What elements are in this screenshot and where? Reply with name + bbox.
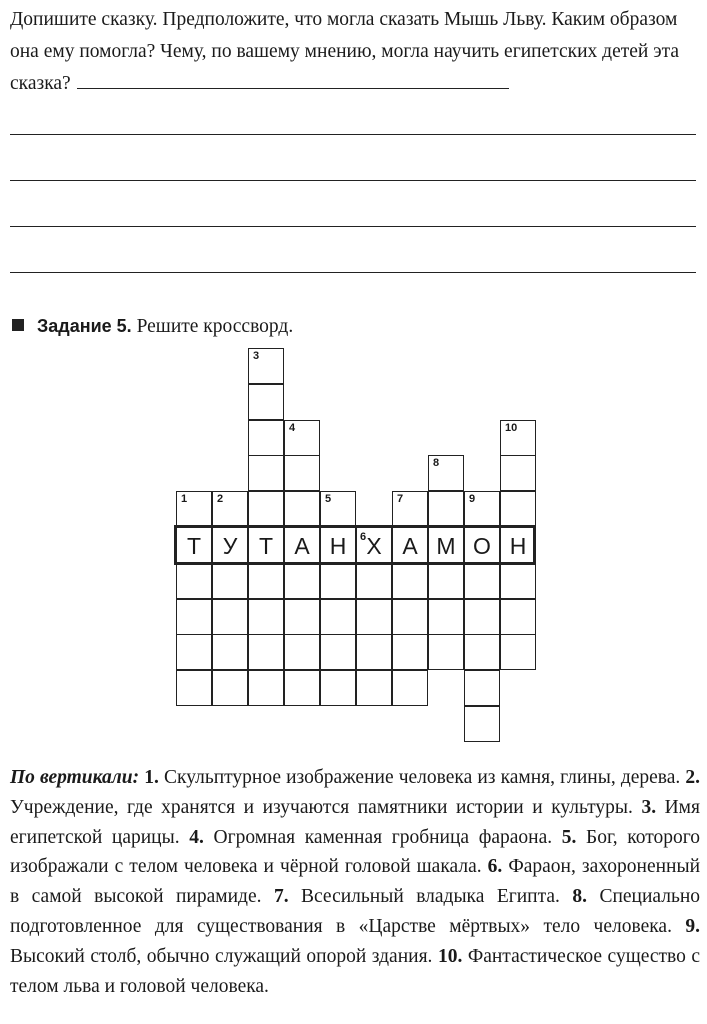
crossword-cell[interactable]	[428, 563, 464, 599]
answer-letter: Х	[366, 533, 382, 559]
crossword-cell[interactable]	[356, 599, 392, 635]
answer-letter: А	[294, 533, 310, 559]
crossword-cell[interactable]	[248, 670, 284, 706]
crossword-cell[interactable]	[176, 599, 212, 635]
crossword-cell[interactable]	[500, 455, 536, 491]
crossword-cell[interactable]	[320, 670, 356, 706]
clue-text: Имя египетской царицы.	[10, 796, 700, 848]
answer-cell[interactable]	[176, 527, 212, 563]
clue-number: 1	[181, 493, 188, 505]
crossword-cell[interactable]	[500, 491, 536, 527]
crossword-cell[interactable]	[284, 420, 320, 456]
answer-letter: М	[436, 533, 456, 559]
clue-text: Учреждение, где хранятся и изучаются памятники истории и культуры.	[10, 796, 633, 818]
clue-number: 3	[253, 350, 260, 362]
crossword-cell[interactable]	[464, 706, 500, 742]
crossword-cell[interactable]	[428, 455, 464, 491]
crossword-cell[interactable]	[320, 599, 356, 635]
bullet-square-icon	[12, 319, 24, 331]
clues-section	[10, 763, 700, 1001]
answer-cell[interactable]	[284, 527, 320, 563]
answer-letter: О	[473, 533, 491, 559]
crossword-cell[interactable]	[464, 634, 500, 670]
crossword-cell[interactable]	[356, 670, 392, 706]
clue-text: Огромная каменная гробница фараона.	[213, 826, 553, 848]
answer-letter: Т	[186, 533, 202, 559]
crossword-cell[interactable]	[320, 634, 356, 670]
answer-letter: Н	[509, 533, 527, 559]
clue-text: Высокий столб, обычно служащий опорой здания.	[10, 945, 433, 967]
answer-line[interactable]	[10, 226, 696, 227]
crossword-cell[interactable]	[464, 491, 500, 527]
crossword-cell[interactable]	[356, 563, 392, 599]
clue-text: Бог, которого изображали с телом человека и чёрной головой шакала.	[10, 826, 701, 878]
clue-number: 7	[397, 493, 404, 505]
crossword-cell[interactable]	[176, 634, 212, 670]
answer-cell[interactable]	[392, 527, 428, 563]
answer-cell[interactable]	[356, 527, 392, 563]
task-instruction: Решите кроссворд.	[136, 316, 294, 337]
story-question-text: Допишите сказку. Предположите, что могла сказать Мышь Льву. Каким образом она ему помогла? Чему, по вашему мнению, могла научить египетских детей эта сказка?	[10, 9, 680, 94]
crossword-cell[interactable]	[248, 634, 284, 670]
task-heading	[12, 316, 293, 338]
crossword-cell[interactable]	[464, 563, 500, 599]
answer-cell[interactable]	[500, 527, 536, 563]
crossword-cell[interactable]	[248, 348, 284, 384]
crossword-cell[interactable]	[284, 599, 320, 635]
crossword-cell[interactable]	[248, 599, 284, 635]
crossword-cell[interactable]	[176, 563, 212, 599]
task-title: Задание 5.	[37, 316, 132, 336]
clue-number-label: 6.	[487, 856, 503, 878]
crossword-cell[interactable]	[284, 634, 320, 670]
answer-line[interactable]	[10, 180, 696, 181]
clue-number-label: 3.	[641, 796, 657, 818]
answer-cell[interactable]	[464, 527, 500, 563]
crossword-cell[interactable]	[392, 634, 428, 670]
clue-number: 4	[289, 422, 296, 434]
crossword-cell[interactable]	[356, 634, 392, 670]
crossword-cell[interactable]	[248, 384, 284, 420]
crossword-cell[interactable]	[464, 599, 500, 635]
clue-text: Специально подготовленное для существования в «Царстве мёртвых» тело человека.	[10, 886, 701, 937]
crossword-cell[interactable]	[500, 563, 536, 599]
crossword-cell[interactable]	[212, 491, 248, 527]
crossword-cell[interactable]	[392, 599, 428, 635]
clue-number-label: 1.	[144, 767, 159, 788]
crossword-cell[interactable]	[284, 455, 320, 491]
crossword-cell[interactable]	[248, 491, 284, 527]
crossword-cell[interactable]	[428, 491, 464, 527]
clue-text: Скульптурное изображение человека из камня, глины, дерева.	[164, 767, 681, 788]
clue-number-label: 4.	[189, 826, 204, 848]
clue-text: Фантастическое существо с телом льва и головой человека.	[10, 945, 701, 997]
clue-number: 6	[360, 531, 367, 543]
clue-number: 8	[433, 457, 440, 469]
crossword-cell[interactable]	[500, 634, 536, 670]
crossword-cell[interactable]	[212, 670, 248, 706]
clue-number: 5	[325, 493, 332, 505]
answer-line[interactable]	[10, 134, 696, 135]
crossword-cell[interactable]	[392, 491, 428, 527]
answer-letter: А	[402, 533, 418, 559]
answer-line-inline[interactable]	[77, 87, 509, 89]
answer-cell[interactable]	[428, 527, 464, 563]
crossword-cell[interactable]	[500, 420, 536, 456]
crossword-cell[interactable]	[248, 420, 284, 456]
clue-text: Всесильный владыка Египта.	[301, 886, 560, 908]
crossword-cell[interactable]	[176, 670, 212, 706]
clue-number-label: 2.	[685, 767, 701, 788]
crossword-cell[interactable]	[212, 634, 248, 670]
answer-cell[interactable]	[212, 527, 248, 563]
answer-cell[interactable]	[320, 527, 356, 563]
crossword-cell[interactable]	[284, 670, 320, 706]
crossword-cell[interactable]	[212, 599, 248, 635]
answer-letter: Н	[329, 533, 347, 559]
crossword-cell[interactable]	[464, 670, 500, 706]
clue-number: 9	[469, 493, 476, 505]
crossword-cell[interactable]	[212, 563, 248, 599]
crossword-cell[interactable]	[284, 491, 320, 527]
clue-number-label: 10.	[437, 945, 463, 967]
crossword-cell[interactable]	[176, 491, 212, 527]
clues-header: По вертикали:	[10, 767, 140, 788]
story-prompt	[10, 4, 700, 100]
answer-letter: У	[222, 533, 238, 559]
crossword-cell[interactable]	[392, 563, 428, 599]
crossword-cell[interactable]	[284, 563, 320, 599]
clue-number-label: 5.	[561, 826, 577, 848]
crossword-cell[interactable]	[248, 455, 284, 491]
clue-number: 2	[217, 493, 224, 505]
crossword-cell[interactable]	[392, 670, 428, 706]
clue-number-label: 7.	[273, 886, 289, 908]
clue-number-label: 8.	[572, 886, 587, 908]
crossword-cell[interactable]	[428, 599, 464, 635]
clue-number-label: 9.	[685, 915, 700, 937]
clue-text: Фараон, захороненный в самой высокой пирамиде.	[10, 856, 701, 908]
answer-cell[interactable]	[248, 527, 284, 563]
crossword-cell[interactable]	[428, 634, 464, 670]
crossword-cell[interactable]	[320, 563, 356, 599]
answer-line[interactable]	[10, 272, 696, 273]
clue-number: 10	[505, 422, 518, 434]
answer-letter: Т	[258, 533, 274, 559]
crossword-cell[interactable]	[248, 563, 284, 599]
crossword-cell[interactable]	[320, 491, 356, 527]
crossword-cell[interactable]	[500, 599, 536, 635]
